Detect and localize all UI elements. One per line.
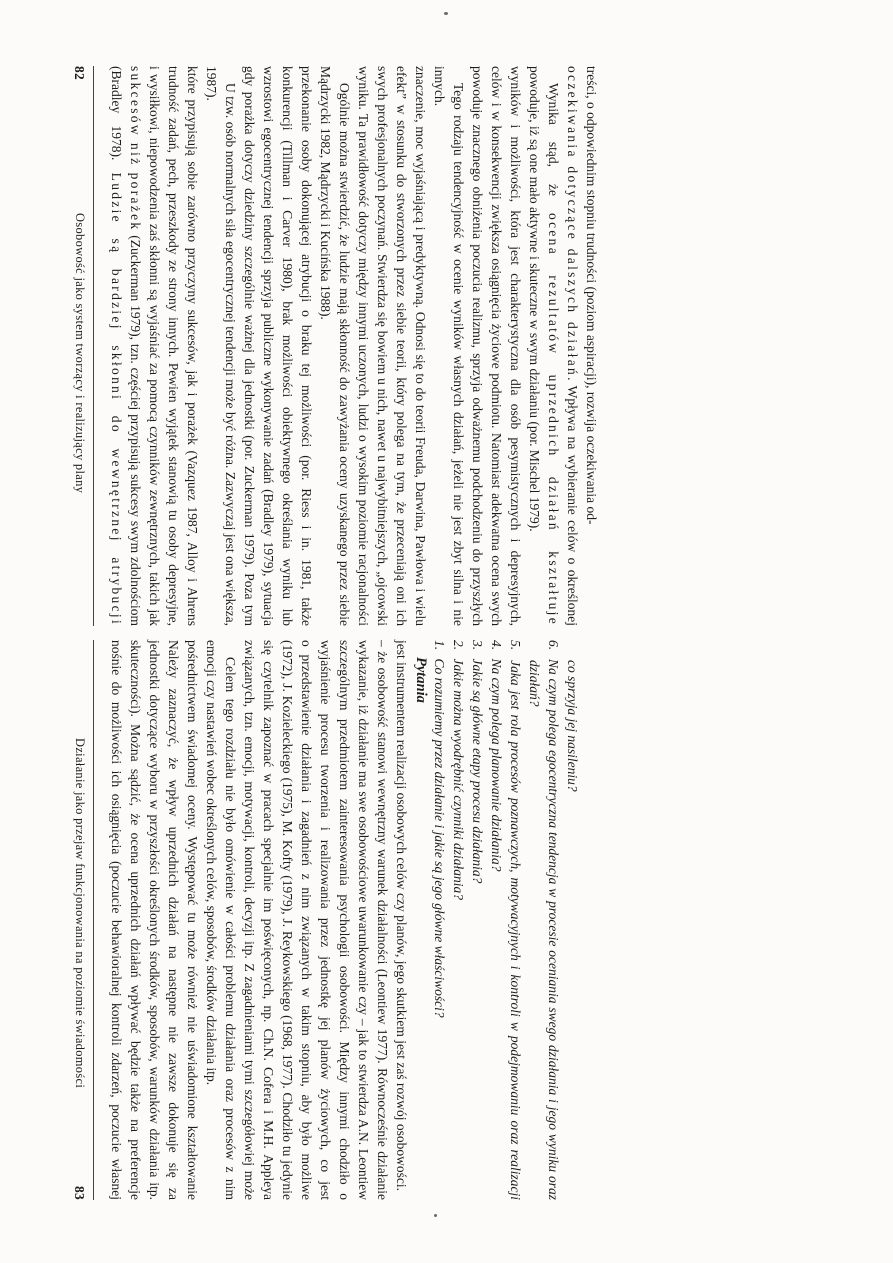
header-spacer [72,493,87,626]
page-83-header [72,640,94,1200]
paragraph [221,66,335,626]
paragraph [107,640,221,1200]
question-text: Na czym polega egocentryczna tendencja w procesie oceniania swego działania i jego wyniku oraz co sprzyja jej nasileniu? [546,655,580,1200]
scan-speck [444,12,448,15]
paragraph [107,66,221,626]
page-82 [72,66,872,626]
emphasized-text: Ludzie są bardziej skłonni do wewnętrznej atrybucji sukcesów niż porażek [109,66,143,626]
question-item [506,640,544,1200]
question-item [449,640,468,1200]
body-text: (Bradley 1978). [109,66,124,173]
header-spacer [72,640,87,738]
page-82-header [72,66,94,626]
body-text: . Wpływa na wybieranie celów o określonej treści, o odpowiednim stopniu trudności (poziom aspiracji), rozwija oczekiwania od- [565,66,599,626]
page-83-body [107,640,582,1200]
paragraph [449,66,544,626]
question-item [430,640,449,1200]
question-number: 4. [489,640,504,651]
question-number: 2. [451,640,466,651]
question-text: Jaka jest rola procesów poznawczych, motywacyjnych i kontroli w podejmowaniu oraz realizacji działań? [508,655,542,1200]
page-83 [72,640,872,1200]
question-text: Na czym polega planowanie działania? [489,655,504,872]
running-title: Działanie jako przejaw funkcjonowania na poziomie świadomości [73,737,87,1089]
question-item [468,640,487,1200]
body-text: Wynika stąd, że [546,83,561,214]
question-number: 5. [508,640,523,651]
body-text: (Zuckerman 1979), tzn. częściej przypisują sukcesy swym zdolnościom i wysiłkowi, niepowodzenia zaś skłonni są wyjaśniać za pomocą czynników zewnętrznych, takich jak trudność zadań, pech, przeszkody ze strony innych. Pewien wyjątek stanowią tu osoby depresyjne, które przypisują sobie zarówno przyczyny sukcesów, jak i porażek (Vazquez 1987, Alloy i Ahrens 1987). [128,66,219,626]
paragraph [221,640,411,1200]
questions-heading: Pytania [413,657,429,703]
body-text: nośnie do możliwości ich osiągnięcia (poczucie behawioralnej kontroli zdarzeń, poczucie własnej skuteczności). Można sądzić, że ocena uprzednich działań wpływać będzie także na preferencje jednostki dotyczące wyboru w przyszłości określonych środków, sposobów, warunków działania itp. Należy zaznaczyć, że wpływ uprzednich działań na następne nie zawsze dokonuje się za pośrednictwem świadomej oceny. Występować tu może również nie uświadomione kształtowanie emocji czy nastawień wobec określonych celów, sposobów, środków działania itp. [109,640,219,1200]
page-82-body [107,66,601,626]
question-text: Jakie są główne etapy procesu działania? [470,655,485,884]
body-text: U tzw. osób normalnych siła egocentrycznej tendencji może być różna. Zazwyczaj jest ona większa, gdy porażka dotyczy dziedziny szczególnie ważnej dla jednostki (por. Zuckerman 1979). Poza tym wzrostowi egocentrycznej tendencji sprzyja publiczne wykonywanie zadań (Bradley 1979), sytuacja konkurencji (Tillman i Carver 1980), brak możliwości obiektywnego określania wyniku lub przekonanie osoby dokonującej atrybucji o braku tej możliwości (por. Riess i in. 1981, także Mądrzycki 1982, Mądrzycki i Kucińska 1988). [223,66,333,626]
body-text: Tego rodzaju tendencyjność w ocenie wyników własnych działań, jeżeli nie jest zbyt silna i nie powoduje znacznego obniżenia poczucia realizmu, sprzyja odważnemu podchodzeniu do przyszłych celów i w konsekwencji zwiększa osiągnięcia życiowe podmiotu. Natomiast adekwatna ocena swych wyników i możliwości, która jest charakterystyczna dla osób pesymistycznych i depresyjnych, powoduje, iż są one mało aktywne i skuteczne w swym działaniu (por. Mischel 1979). [451,66,542,626]
question-number: 6. [546,640,561,651]
question-text: Jakie można wyodrębnić czynniki działania? [451,655,466,900]
questions-list [430,640,582,1200]
paragraph [544,66,601,626]
header-spacer [72,1088,87,1186]
emphasized-text: ocena rezultatów uprzednich działań kształtuje oczekiwania dotyczące dalszych działań [546,66,580,626]
paragraph [335,66,449,626]
question-number: 3. [470,640,485,651]
page-number: 82 [72,66,87,81]
body-text: Ogólnie można stwierdzić, że ludzie mają skłonność do zawyżania oceny uzyskanego przez siebie wyniku. Ta prawidłowość dotyczy między innymi uczonych, ludzi o wysokim poziomie racjonalności swych profesjonalnych poczynań. Stwierdza się bowiem u nich, nawet u najwybitniejszych, „ojcowski efekt” w stosunku do stworzonych przez siebie teorii, który polega na tym, że przeceniają oni ich znaczenie, moc wyjaśniającą i predyktywną. Odnosi się to do teorii Freuda, Darwina, Pawłowa i wielu innych. [337,66,447,626]
question-item [487,640,506,1200]
page-number: 83 [72,1185,87,1200]
scan-speck [434,1214,437,1217]
question-item [544,640,582,1200]
question-number: 1. [432,640,447,651]
question-text: Co rozumiemy przez działanie i jakie są jego główne właściwości? [432,655,447,1018]
header-spacer [72,80,87,213]
running-title: Osobowość jako system tworzący i realizujący plany [73,212,87,494]
body-text: Celem tego rozdziału nie było omówienie w całości problemu działania oraz procesów z nim związanych, tzn. emocji, motywacji, kontroli, decyzji itp. Z zagadnieniami tymi szczegółowiej może się czytelnik zapoznać w pracach specjalnie im poświęconych, np. Ch.N. Cofera i M.H. Appleya (1972), J. Kozieleckiego (1975), M. Kofty (1979), J. Reykowskiego (1968, 1977). Chodziło tu jedynie o przedstawienie działania i zagadnień z nim związanych w takim stopniu, aby było możliwe wyjaśnienie procesu tworzenia i realizowania przez jednostkę jej planów życiowych, co jest szczególnym przedmiotem zainteresowania psychologii osobowości. Między innymi chodziło o wykazanie, iż działanie ma swe osobowościowe uwarunkowanie czy – jak to stwierdza A.N. Leontiew – że osobowość stanowi wewnętrzny warunek działalności (Leontiew 1977). Równocześnie działanie jest instrumentem realizacji osobowych celów czy planów, jego skutkiem jest zaś rozwój osobowości. [223,640,409,1200]
